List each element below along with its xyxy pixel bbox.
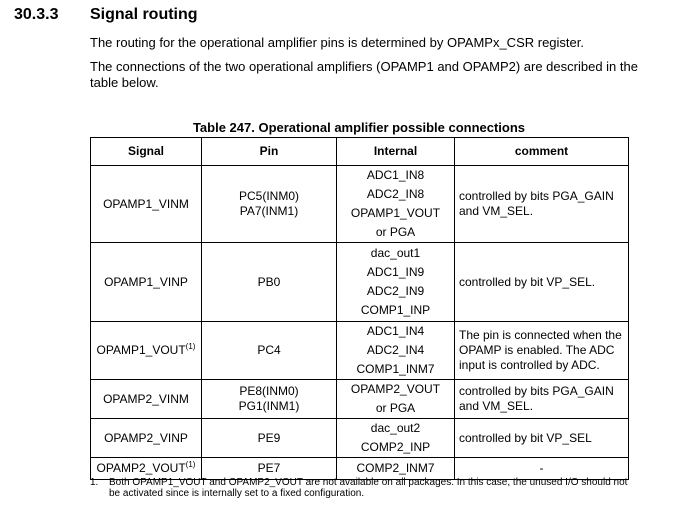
table-row [91,166,629,243]
table-caption: Table 247. Operational amplifier possible connections [192,120,526,135]
cell-comment: controlled by bits PGA_GAIN and VM_SEL. [455,166,629,243]
cell-internal [337,243,455,322]
table-row [91,322,629,380]
section-title: Signal routing [90,6,198,23]
internal-value: ADC1_IN8 [366,168,425,182]
pin-value: PC4 [257,343,281,357]
table-header-row [91,138,629,166]
cell-comment: controlled by bit VP_SEL. [455,243,629,322]
table-row [91,243,629,322]
internal-value: dac_out2 [370,421,421,435]
pin-value: PE7 [257,461,281,475]
paragraph-connections: The connections of the two operational amplifiers (OPAMP1 and OPAMP2) are described in the table below. [90,59,638,90]
cell-internal [337,380,455,419]
pin-value: PB0 [257,274,281,289]
connections-table [90,137,629,480]
table-row [91,380,629,419]
cell-comment: controlled by bits PGA_GAIN and VM_SEL. [455,380,629,419]
internal-value: or PGA [375,225,416,239]
internal-value: ADC1_IN9 [366,265,425,279]
pin-value: PA7(INM1) [239,204,299,218]
internal-value: OPAMP1_VOUT [350,206,441,220]
cell-signal [91,166,202,243]
internal-value: ADC1_IN4 [366,324,425,338]
signal-name: OPAMP2_VINP [104,430,188,445]
cell-signal [91,380,202,419]
cell-pin [202,166,337,243]
pin-value: PE9 [257,430,281,445]
internal-value: COMP1_INP [360,303,431,317]
internal-value: ADC2_IN8 [366,187,425,201]
cell-pin [202,322,337,380]
signal-name: OPAMP2_VOUT [96,461,186,475]
cell-comment: controlled by bit VP_SEL [455,419,629,458]
header-comment: comment [455,138,629,166]
signal-name: OPAMP2_VINM [103,391,189,406]
paragraph-routing: The routing for the operational amplifier pins is determined by OPAMPx_CSR register. [90,35,584,50]
header-pin: Pin [202,138,337,166]
internal-value: ADC2_IN4 [366,343,425,357]
table-row [91,419,629,458]
internal-value: ADC2_IN9 [366,284,425,298]
internal-value: or PGA [375,401,416,415]
footnote-ref: (1) [185,460,196,469]
cell-pin [202,243,337,322]
cell-signal [91,243,202,322]
header-signal: Signal [91,138,202,166]
cell-internal [337,166,455,243]
internal-value: dac_out1 [370,246,421,260]
pin-value: PE8(INM0) [239,384,299,398]
internal-value: OPAMP2_VOUT [350,382,441,396]
pin-value: PC5(INM0) [238,189,299,203]
cell-comment: - [455,458,629,480]
cell-pin [202,419,337,458]
signal-name: OPAMP1_VINM [103,196,189,211]
section-number: 30.3.3 [14,6,59,23]
internal-value: COMP1_INM7 [356,362,435,376]
signal-name: OPAMP1_VINP [104,274,188,289]
cell-internal [337,322,455,380]
cell-internal [337,419,455,458]
footnote-number: 1. [90,477,99,488]
cell-signal [91,322,202,380]
internal-value: COMP2_INP [360,440,431,454]
signal-name: OPAMP1_VOUT [96,343,186,357]
cell-pin [202,380,337,419]
header-internal: Internal [337,138,455,166]
internal-value: COMP2_INM7 [356,461,435,475]
cell-signal [91,419,202,458]
pin-value: PG1(INM1) [238,399,300,413]
footnote-ref: (1) [185,342,196,351]
footnote-text: Both OPAMP1_VOUT and OPAMP2_VOUT are not available on all packages. In this case, the unused I/O should not be activated since is internally set to a fixed configuration. [109,477,628,499]
cell-comment: The pin is connected when the OPAMP is enabled. The ADC input is controlled by ADC. [455,322,629,380]
